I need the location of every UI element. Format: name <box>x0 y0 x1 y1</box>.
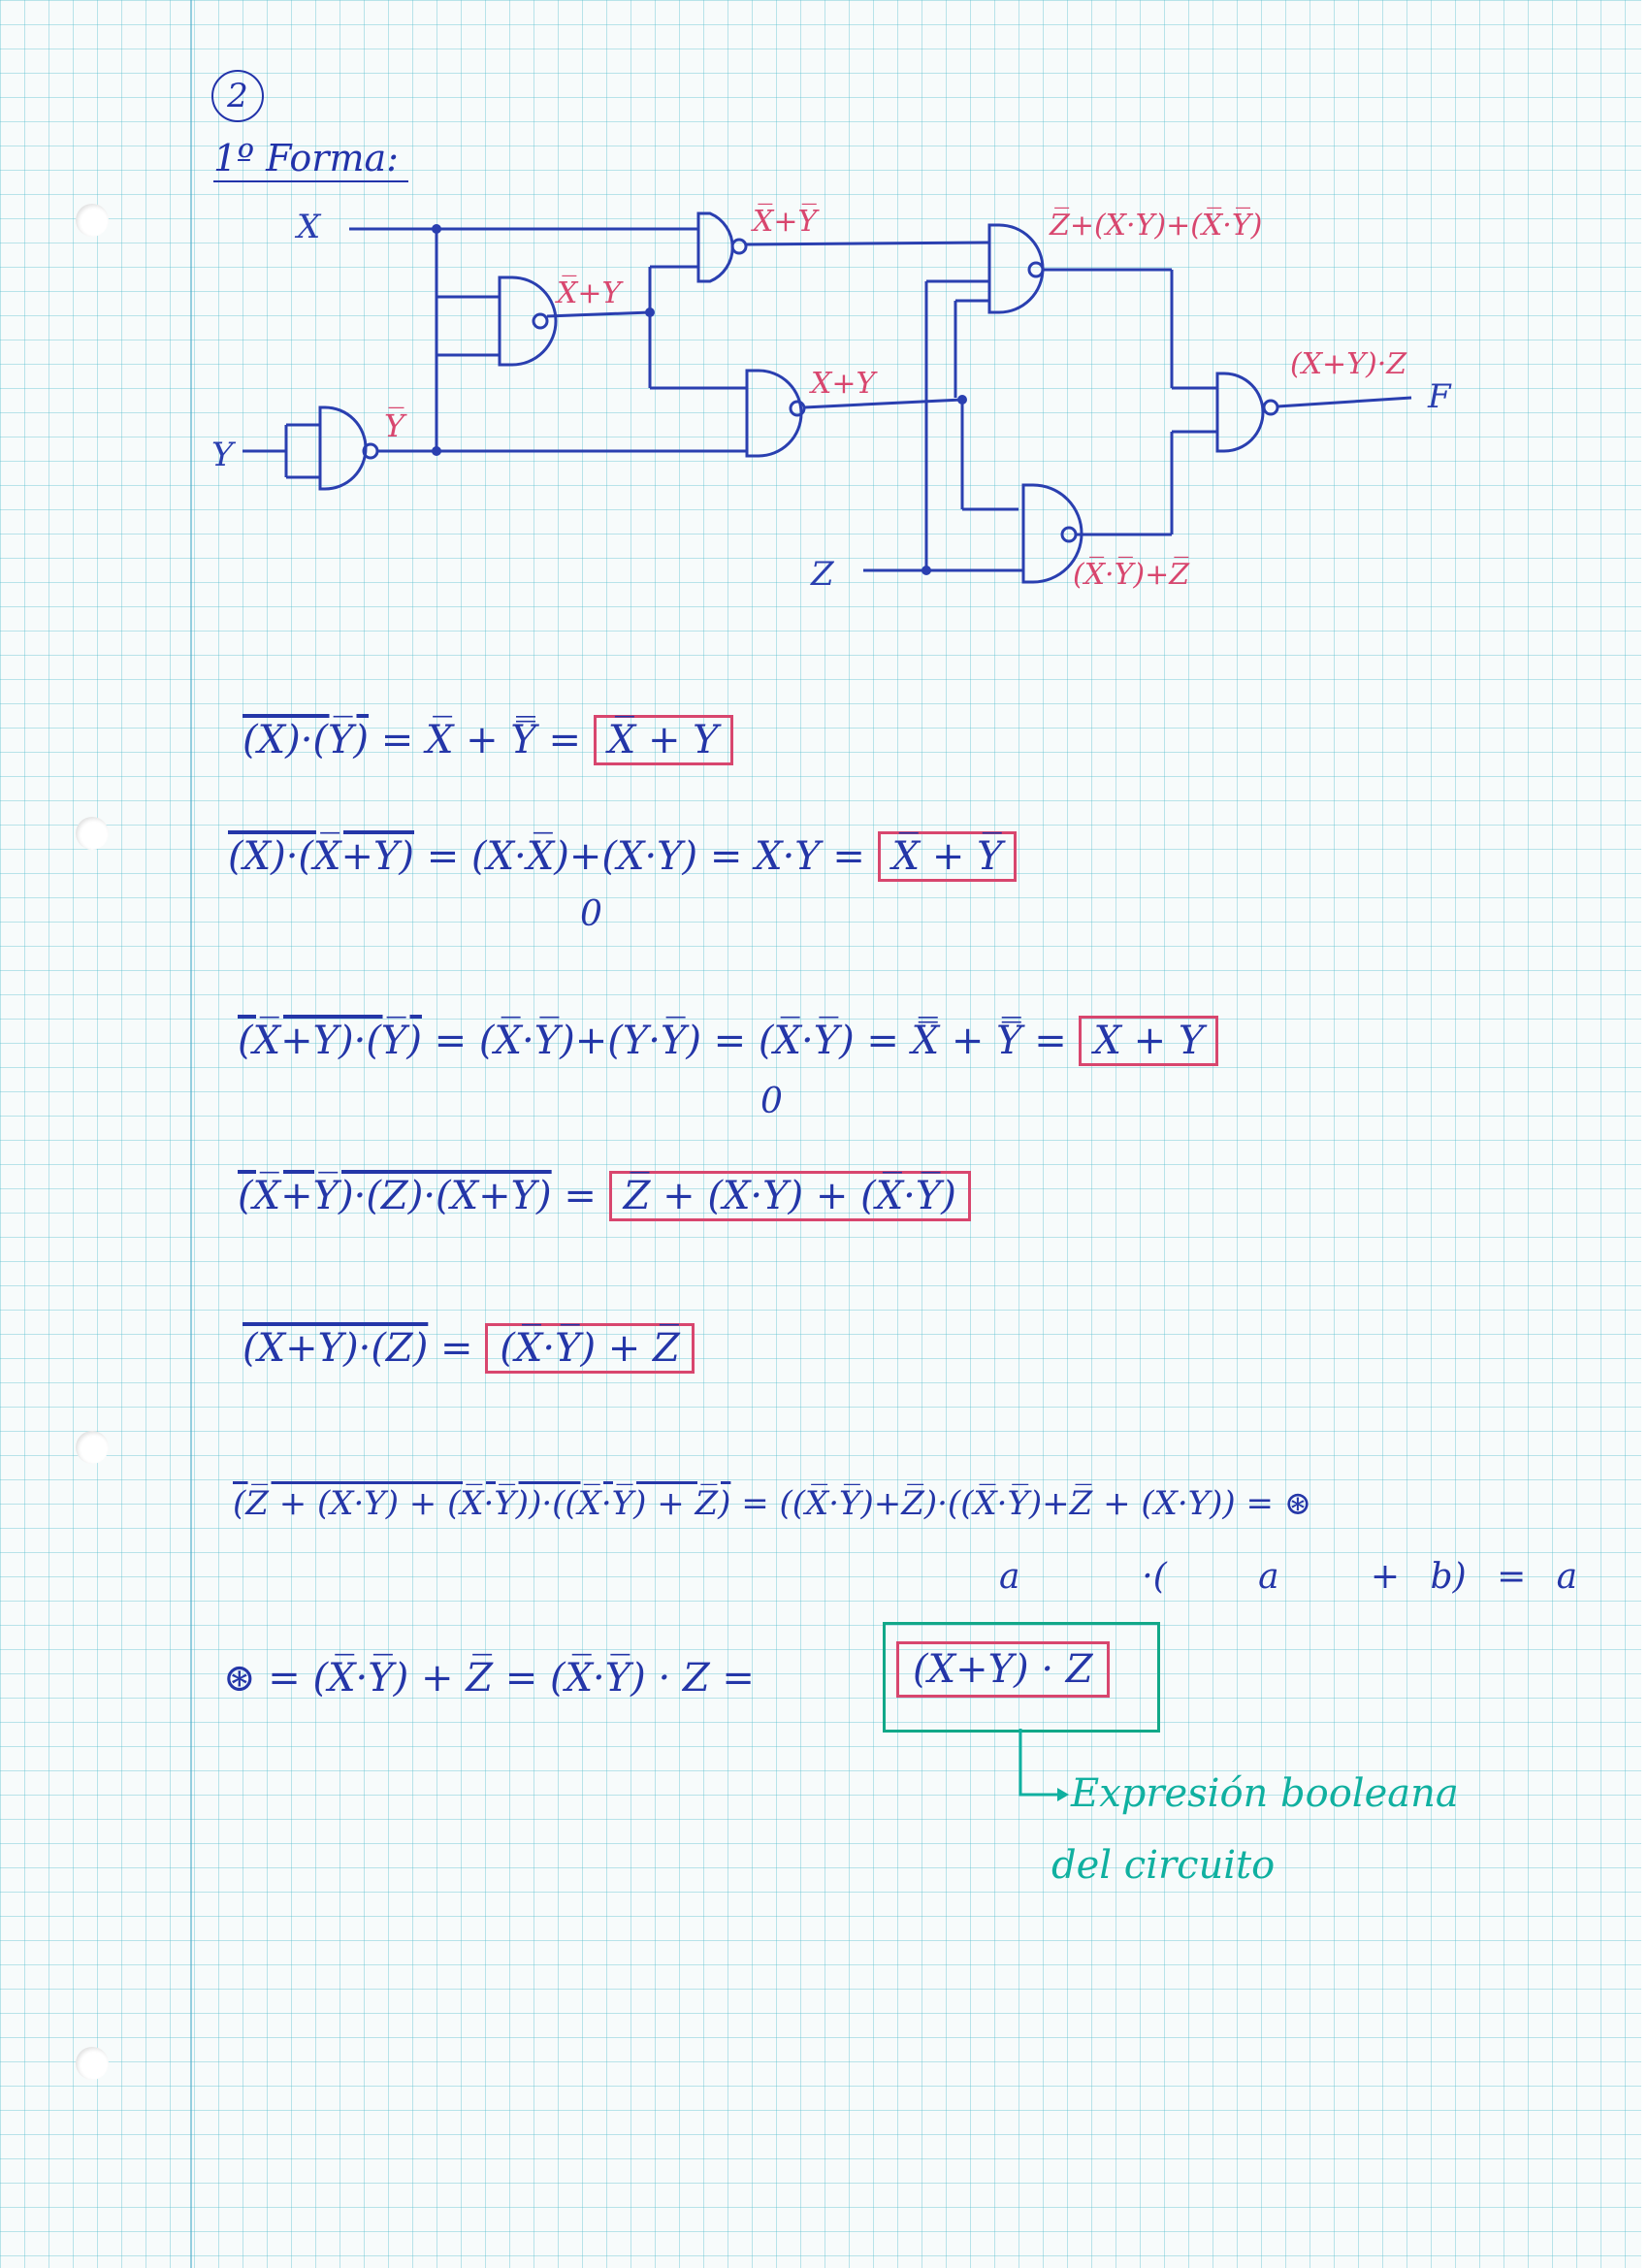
equation-4-result: Z̅ + (X·Y) + (X̅·Y̅) <box>609 1171 971 1221</box>
equation-5-result: (X̅·Y̅) + Z̅ <box>485 1323 695 1374</box>
page-title: 1º Forma: <box>213 136 408 182</box>
equation-5: (X+Y)·(Z) = (X̅·Y̅) + Z̅ <box>242 1319 695 1377</box>
input-z-label: Z <box>811 555 834 594</box>
annotation-line-1: Expresión booleana <box>1071 1771 1459 1816</box>
gate-f-label: (X+Y)·Z <box>1290 347 1407 381</box>
not-y-label: Y̅ <box>384 407 405 444</box>
equation-6: (Z̅ + (X·Y) + (X̅·Y̅))·((X̅·Y̅) + Z̅) = ((X̅·Y̅)+Z̅)·((X̅·Y̅)+Z̅ + (X·Y)) = ⊛ <box>233 1484 1312 1523</box>
input-y-label: Y <box>211 436 234 474</box>
equation-3-result: X + Y <box>1079 1016 1218 1066</box>
gate-d-label: Z̅+(X·Y)+(X̅·Y̅) <box>1050 209 1263 243</box>
equation-4: (X̅+Y̅)·(Z)·(X+Y) = Z̅ + (X·Y) + (X̅·Y̅) <box>238 1167 971 1225</box>
gate-b-label: X̅+Y̅ <box>753 205 818 239</box>
gate-c-label: X+Y <box>811 367 876 401</box>
absorption-law-line: a ·( a + b) = a <box>999 1557 1578 1597</box>
equation-2-result: X̅ + Y̅ <box>878 831 1018 882</box>
output-f-label: F <box>1428 377 1451 416</box>
equation-1-result: X̅ + Y <box>594 715 733 765</box>
annotation-line-2: del circuito <box>1051 1843 1276 1888</box>
gate-a-label: X̅+Y <box>557 276 622 310</box>
input-x-label: X <box>297 208 321 246</box>
gate-e-label: (X̅·Y̅)+Z̅ <box>1073 558 1190 592</box>
exercise-number: 2 <box>211 70 264 122</box>
equation-1: (X)·(Y̅) = X̅ + Y̿ = X̅ + Y <box>242 711 733 769</box>
brace-zero-label: 0 <box>580 894 602 934</box>
equation-final: ⊛ = (X̅·Y̅) + Z̅ = (X̅·Y̅) · Z = <box>223 1656 767 1701</box>
equation-2: (X)·(X̅+Y) = (X·X̅)+(X·Y) = X·Y = X̅ + Y̅ <box>228 827 1017 886</box>
equation-3: (X̅+Y)·(Y̅) = (X̅·Y̅)+(Y·Y̅) = (X̅·Y̅) = X̿ + Y̿ = X + Y <box>238 1012 1218 1070</box>
brace-zero-label: 0 <box>760 1082 783 1121</box>
final-result: (X+Y) · Z <box>896 1641 1110 1698</box>
